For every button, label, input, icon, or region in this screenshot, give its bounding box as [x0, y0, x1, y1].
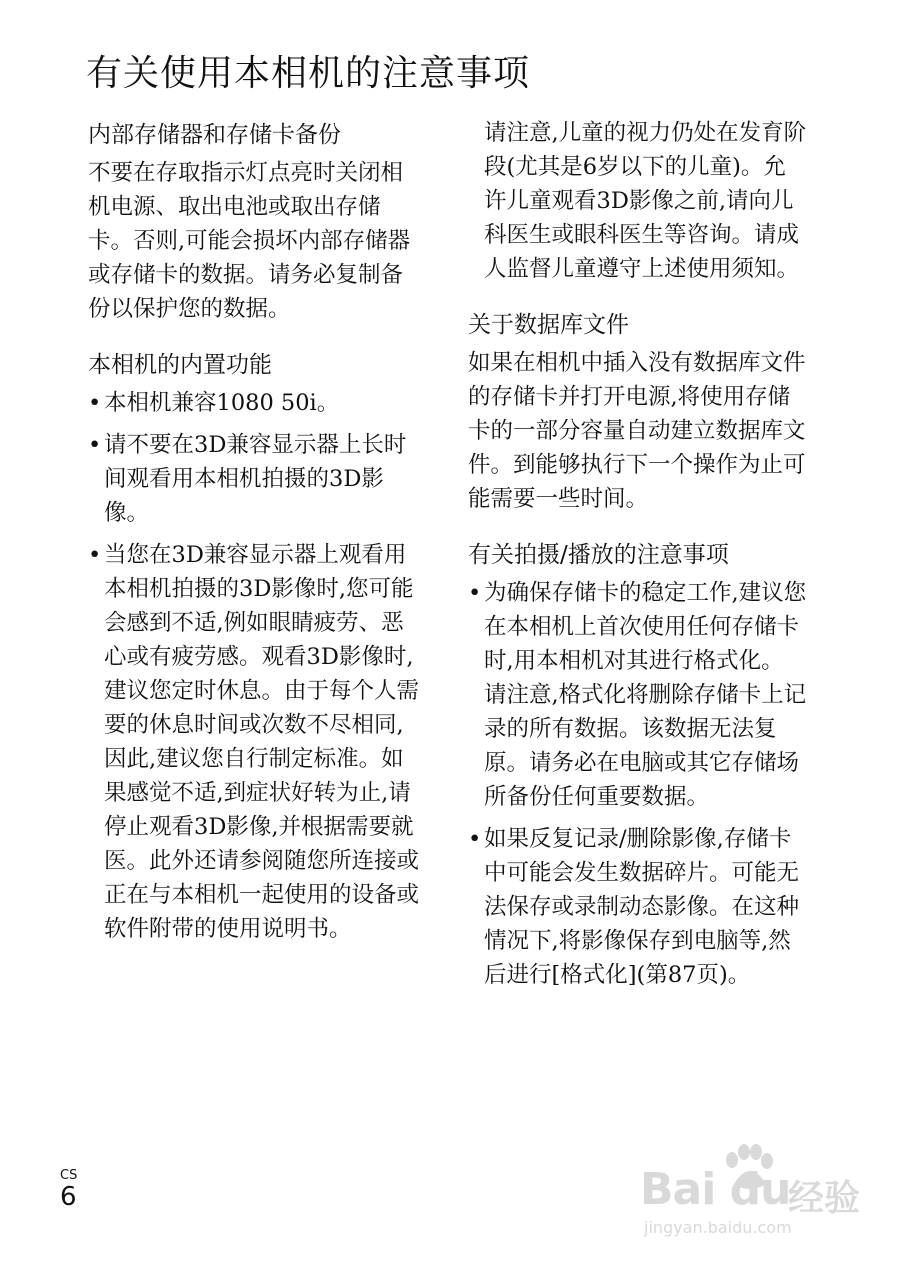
baidu-watermark: [640, 1140, 880, 1240]
section-builtin-features: [88, 346, 422, 946]
section-heading: 关于数据库文件: [468, 312, 629, 338]
left-column: [88, 116, 422, 966]
section-text: 不要在存取指示灯点亮时关闭相机电源、取出电池或取出存储卡。否则,可能会损坏内部存储器或存储卡的数据。请务必复制备份以保护您的数据。: [88, 160, 411, 322]
section-memory-backup: [88, 116, 422, 326]
section-continued: [468, 116, 808, 286]
watermark-brand: Bai du: [640, 1164, 791, 1215]
list-item-text: • 为确保存储卡的稳定工作,建议您在本相机上首次使用任何存储卡时,用本相机对其进行格式化。: [484, 580, 807, 674]
page-title: 有关使用本相机的注意事项: [86, 53, 531, 94]
section-database-file: [468, 306, 808, 516]
section-text: 如果在相机中插入没有数据库文件的存储卡并打开电源,将使用存储卡的一部分容量自动建立数据库文件。到能够执行下一个操作为止可能需要一些时间。: [468, 350, 806, 512]
watermark-url: jingyan.baidu.com: [644, 1218, 792, 1237]
right-column: [468, 116, 808, 1012]
section-heading: 有关拍摄/播放的注意事项: [468, 542, 729, 568]
continued-text: 请注意,儿童的视力仍处在发育阶段(尤其是6岁以下的儿童)。允许儿童观看3D影像之前,请向儿科医生或眼科医生等咨询。请成人监督儿童遵守上述使用须知。: [484, 120, 807, 282]
list-item: [468, 576, 808, 814]
list-item: • 如果反复记录/删除影像,存储卡中可能会发生数据碎片。可能无法保存或录制动态影像。在这种情况下,将影像保存到电脑等,然后进行[格式化](第87页)。: [468, 822, 808, 992]
section-heading: 内部存储器和存储卡备份: [88, 122, 341, 148]
list-item: • 本相机兼容1080 50i。: [88, 386, 422, 420]
page-number: 6: [60, 1182, 77, 1212]
bullet-list: [88, 386, 422, 946]
watermark-cn: 经验: [788, 1178, 861, 1219]
list-item: • 请不要在3D兼容显示器上长时间观看用本相机拍摄的3D影像。: [88, 428, 422, 530]
language-code: CS: [60, 1168, 78, 1183]
section-heading: 本相机的内置功能: [88, 352, 272, 378]
list-item-note: 请注意,格式化将删除存储卡上记录的所有数据。该数据无法复原。请务必在电脑或其它存储场所备份任何重要数据。: [484, 682, 807, 810]
list-item: • 当您在3D兼容显示器上观看用本相机拍摄的3D影像时,您可能会感到不适,例如眼睛疲劳、恶心或有疲劳感。观看3D影像时,建议您定时休息。由于每个人需要的休息时间或次数不尽相同,因此,建议您自行制定标准。如果感觉不适,到症状好转为止,请停止观看3D影像,并根据需要就医。此外还请参阅随您所连接或正在与本相机一起使用的设备或软件附带的使用说明书。: [88, 538, 422, 946]
bullet-list: [468, 576, 808, 992]
section-shooting-playback: [468, 536, 808, 992]
